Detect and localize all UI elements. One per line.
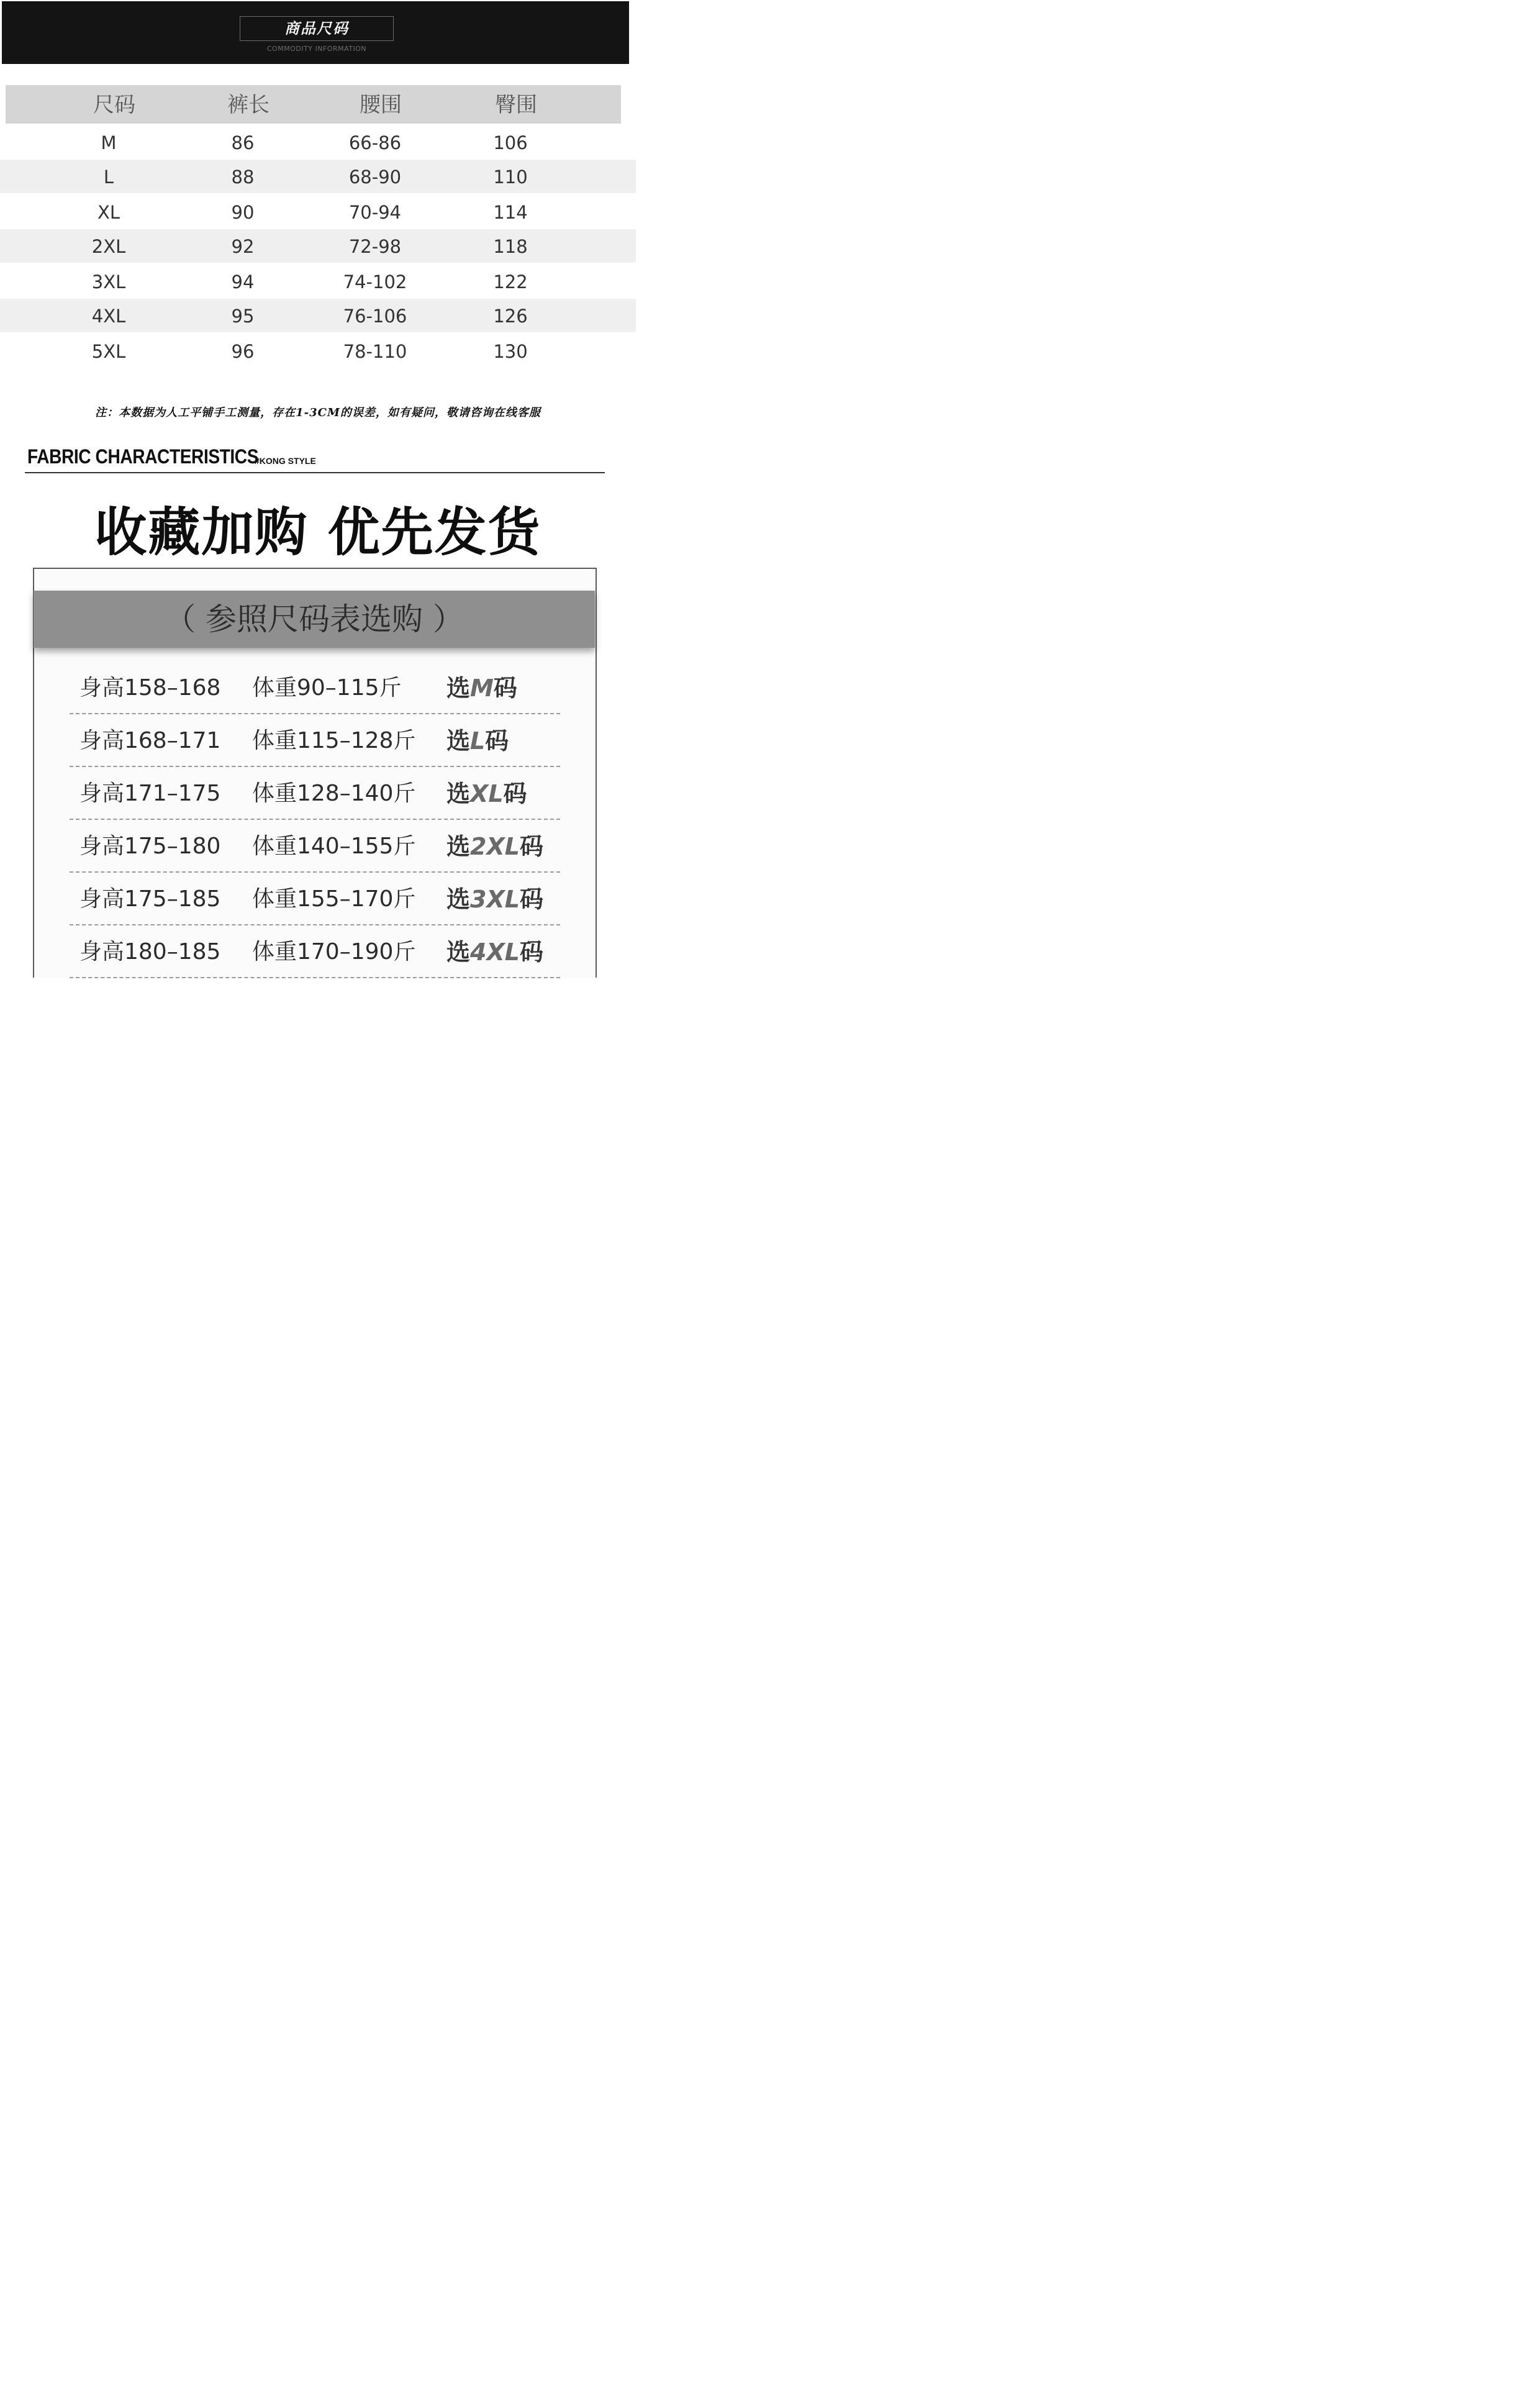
guide-row [34, 886, 595, 938]
cell-waist: 78-110 [343, 341, 407, 362]
cell-waist: 76-106 [343, 306, 407, 327]
guide-height: 身高168–171 [79, 728, 221, 753]
table-row [0, 265, 636, 298]
dashed-divider [70, 713, 560, 714]
guide-weight: 体重90–115斤 [252, 675, 402, 701]
cell-size: XL [97, 202, 120, 223]
guide-height: 身高175–180 [79, 834, 221, 859]
guide-weight: 体重140–155斤 [252, 834, 416, 859]
promo-slogan: 收藏加购 优先发货 [94, 502, 541, 563]
fabric-tag: #KONG STYLE [255, 456, 316, 466]
guide-row [34, 727, 595, 780]
pick-size: L [470, 727, 486, 755]
guide-size-pick [446, 675, 517, 702]
header-waist: 腰围 [360, 93, 402, 117]
guide-size-pick [446, 833, 543, 860]
cell-size: M [101, 132, 117, 153]
cell-length: 96 [231, 341, 255, 362]
cell-waist: 70-94 [348, 202, 402, 223]
dashed-divider [70, 766, 560, 767]
pick-suffix: 码 [519, 886, 543, 913]
cell-hip: 126 [493, 306, 528, 327]
pick-prefix: 选 [446, 833, 471, 860]
banner-title: 商品尺码 [240, 16, 394, 41]
pick-prefix: 选 [446, 727, 471, 755]
cell-hip: 130 [493, 341, 528, 362]
table-row [0, 195, 636, 229]
guide-weight: 体重128–140斤 [252, 781, 416, 806]
pick-suffix: 码 [503, 780, 527, 807]
pick-prefix: 选 [446, 780, 471, 807]
cell-waist: 74-102 [343, 271, 407, 293]
cell-length: 94 [231, 271, 255, 293]
cell-waist: 68-90 [348, 166, 402, 188]
pick-size: M [470, 675, 494, 702]
pick-size: 3XL [470, 886, 520, 913]
guide-weight: 体重115–128斤 [252, 728, 416, 753]
cell-size: 2XL [91, 236, 126, 257]
guide-weight: 体重155–170斤 [252, 886, 416, 912]
cell-hip: 118 [493, 236, 528, 257]
cell-hip: 110 [493, 166, 528, 188]
guide-size-pick [446, 886, 543, 913]
cell-length: 90 [231, 202, 255, 223]
fabric-title: FABRIC CHARACTERISTICS [27, 445, 259, 468]
guide-row [34, 780, 595, 833]
guide-size-pick [446, 727, 509, 755]
dashed-divider [70, 924, 560, 925]
size-table-header [6, 85, 621, 124]
cell-length: 95 [231, 306, 255, 327]
guide-size-pick [446, 780, 527, 807]
guide-height: 身高171–175 [79, 781, 221, 806]
dashed-divider [70, 819, 560, 820]
cell-waist: 66-86 [348, 132, 402, 153]
guide-row [34, 675, 595, 727]
table-row [0, 125, 636, 159]
pick-prefix: 选 [446, 675, 471, 702]
dashed-divider [70, 977, 560, 978]
pick-suffix: 码 [485, 727, 509, 755]
pick-suffix: 码 [493, 675, 517, 702]
measurement-note: 注：本数据为人工平铺手工测量，存在1-3CM的误差，如有疑问，敬请咨询在线客服 [95, 406, 541, 419]
table-row [0, 299, 636, 332]
cell-hip: 122 [493, 271, 528, 293]
cell-waist: 72-98 [348, 236, 402, 257]
guide-height: 身高180–185 [79, 939, 221, 965]
header-hip: 臀围 [495, 93, 537, 117]
divider [25, 472, 605, 473]
banner-subtitle: COMMODITY INFORMATION [266, 45, 367, 53]
cell-size: 3XL [91, 271, 126, 293]
table-row [0, 160, 636, 193]
header-banner [2, 1, 629, 64]
cell-size: 5XL [91, 341, 126, 362]
size-guide-bar [34, 591, 595, 648]
cell-length: 88 [231, 166, 255, 188]
guide-height: 身高158–168 [79, 675, 221, 701]
table-row [0, 229, 636, 263]
cell-hip: 114 [493, 202, 528, 223]
pick-size: XL [470, 780, 504, 807]
table-row [0, 334, 636, 368]
guide-size-pick [446, 938, 543, 966]
cell-length: 92 [231, 236, 255, 257]
pick-suffix: 码 [519, 938, 543, 966]
cell-hip: 106 [493, 132, 528, 153]
pick-size: 2XL [470, 833, 520, 860]
guide-weight: 体重170–190斤 [252, 939, 416, 965]
pick-prefix: 选 [446, 938, 471, 966]
cell-size: 4XL [91, 306, 126, 327]
header-length: 裤长 [227, 93, 270, 117]
guide-row [34, 833, 595, 886]
guide-height: 身高175–185 [79, 886, 221, 912]
guide-row [34, 938, 595, 991]
header-size: 尺码 [93, 93, 135, 117]
pick-size: 4XL [470, 938, 520, 966]
pick-suffix: 码 [519, 833, 543, 860]
size-guide-title: （ 参照尺码表选购 ） [165, 601, 464, 637]
dashed-divider [70, 871, 560, 873]
cell-size: L [103, 166, 114, 188]
pick-prefix: 选 [446, 886, 471, 913]
cell-length: 86 [231, 132, 255, 153]
